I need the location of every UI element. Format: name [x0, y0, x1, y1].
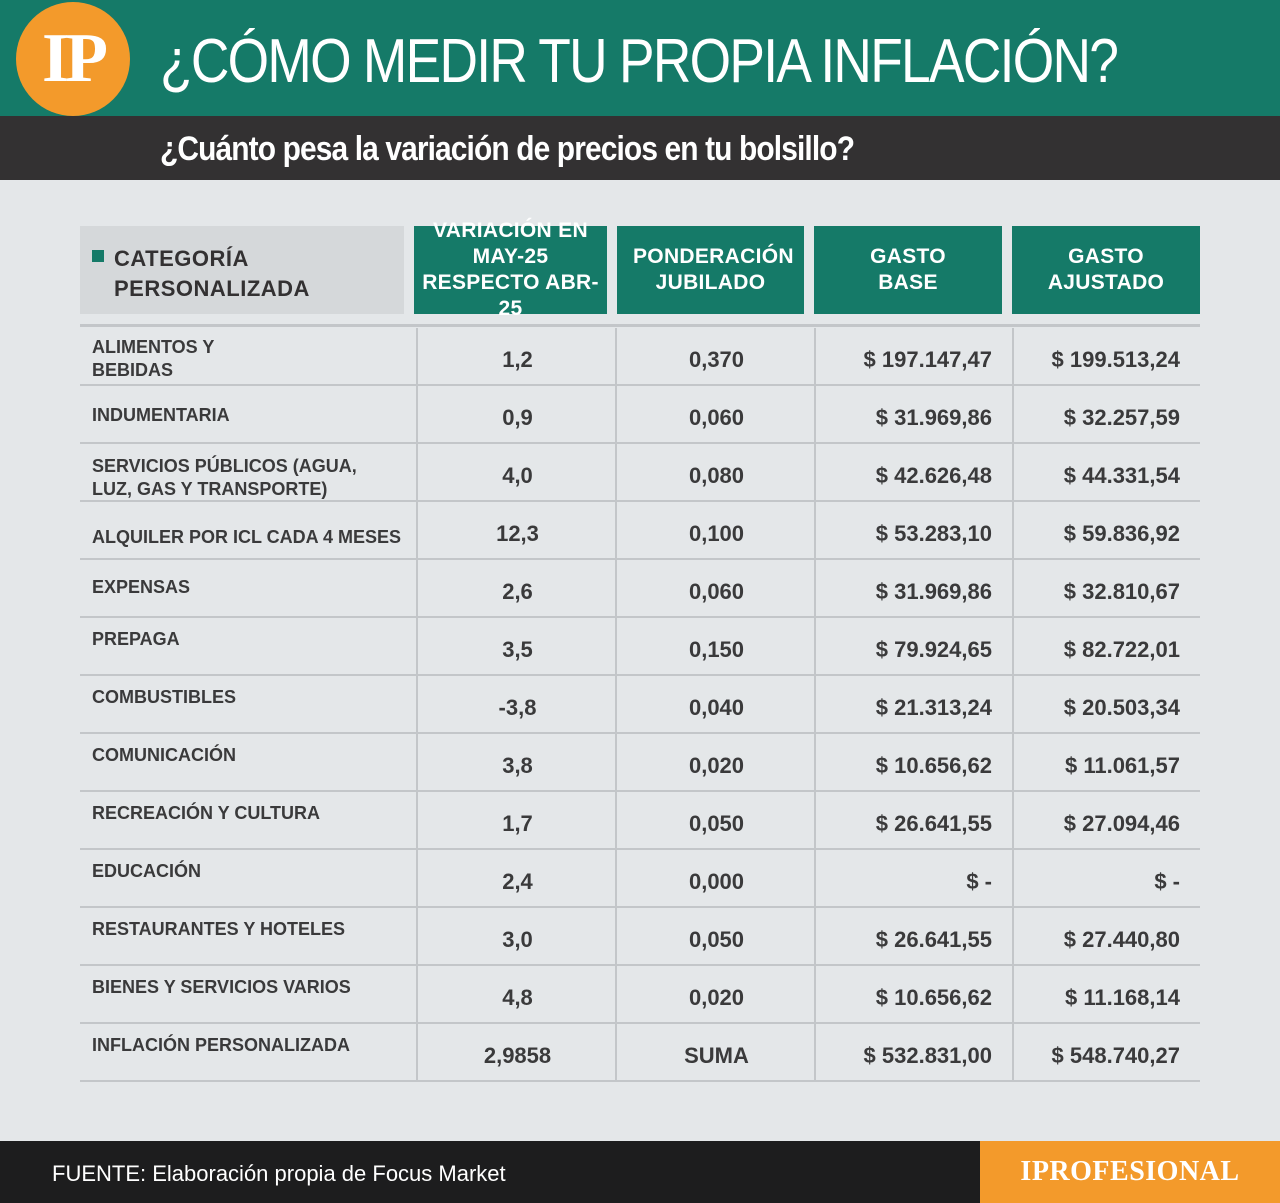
row-variation-value: 2,6: [502, 579, 533, 604]
row-variation-cell: [416, 1024, 617, 1080]
row-base-value: $ 26.641,55: [875, 927, 992, 952]
row-adjusted-cell: [1012, 502, 1200, 558]
row-base-cell: [814, 560, 1012, 616]
row-base-value: $ 31.969,86: [875, 405, 992, 430]
row-adjusted-cell: [1012, 618, 1200, 674]
column-header-base: GASTO BASE: [814, 226, 1002, 314]
subheader-bar: [0, 116, 1280, 180]
row-category: ALIMENTOS Y BEBIDAS: [92, 337, 215, 380]
square-bullet-icon: [92, 250, 104, 262]
footer-bar: [0, 1141, 1280, 1203]
row-adjusted-cell: [1012, 676, 1200, 732]
row-weight-cell: [615, 328, 816, 384]
row-variation-cell: [416, 560, 617, 616]
row-base-value: $ 79.924,65: [875, 637, 992, 662]
row-variation-value: 2,4: [502, 869, 533, 894]
row-variation-value: 2,9858: [483, 1043, 552, 1068]
row-adjusted-value: $ 11.061,57: [1064, 753, 1180, 778]
page-subtitle: ¿Cuánto pesa la variación de precios en tu bolsillo?: [160, 130, 855, 168]
row-adjusted-value: $ 27.440,80: [1063, 927, 1180, 952]
table-row: [80, 850, 1200, 908]
row-weight-value: 0,040: [688, 695, 745, 720]
row-base-cell: [814, 676, 1012, 732]
row-base-value: $ 42.626,48: [875, 463, 992, 488]
row-base-value: $ 197.147,47: [863, 347, 992, 372]
row-base-cell: [814, 618, 1012, 674]
row-adjusted-value: $ 199.513,24: [1051, 347, 1180, 372]
row-variation-cell: [416, 792, 617, 848]
column-header-category: CATEGORÍA PERSONALIZADA: [80, 226, 404, 314]
row-category: RESTAURANTES Y HOTELES: [92, 919, 346, 939]
row-category: COMUNICACIÓN: [92, 745, 236, 765]
row-weight-cell: [615, 386, 816, 442]
row-variation-value: 4,0: [502, 463, 533, 488]
row-adjusted-cell: [1012, 734, 1200, 790]
row-variation-value: 12,3: [496, 521, 539, 546]
row-variation-cell: [416, 444, 617, 500]
inflation-table: [80, 219, 1200, 1068]
row-base-value: $ 10.656,62: [875, 753, 992, 778]
row-category: EXPENSAS: [92, 577, 191, 597]
row-adjusted-value: $ 32.257,59: [1063, 405, 1180, 430]
table-row: [80, 792, 1200, 850]
row-adjusted-cell: [1012, 386, 1200, 442]
table-top-rule: [80, 324, 1200, 327]
row-weight-value: 0,100: [688, 521, 745, 546]
row-adjusted-value: $ 27.094,46: [1063, 811, 1180, 836]
row-variation-value: 4,8: [502, 985, 533, 1010]
row-weight-value: 0,060: [688, 579, 745, 604]
row-adjusted-cell: [1012, 444, 1200, 500]
row-variation-cell: [416, 502, 617, 558]
row-adjusted-cell: [1012, 328, 1200, 384]
column-header-adjusted: GASTO AJUSTADO: [1012, 226, 1200, 314]
row-category: RECREACIÓN Y CULTURA: [92, 803, 321, 823]
row-weight-value: 0,050: [688, 811, 745, 836]
row-base-value: $ 53.283,10: [875, 521, 992, 546]
row-weight-cell: [615, 502, 816, 558]
row-weight-cell: [615, 908, 816, 964]
row-weight-value: 0,080: [688, 463, 745, 488]
table-row: [80, 502, 1200, 560]
row-adjusted-cell: [1012, 1024, 1200, 1080]
row-weight-value: SUMA: [684, 1043, 749, 1068]
row-weight-value: 0,000: [688, 869, 745, 894]
row-adjusted-cell: [1012, 560, 1200, 616]
row-base-cell: [814, 850, 1012, 906]
row-weight-value: 0,150: [688, 637, 745, 662]
table-row: [80, 444, 1200, 502]
header-bar: [0, 0, 1280, 116]
row-variation-cell: [416, 966, 617, 1022]
row-variation-value: 3,5: [502, 637, 533, 662]
row-category: ALQUILER POR ICL CADA 4 MESES: [92, 527, 402, 547]
table-row: [80, 734, 1200, 792]
row-base-value: $ 26.641,55: [875, 811, 992, 836]
table-header: [80, 219, 1200, 320]
row-adjusted-value: $ 20.503,34: [1063, 695, 1180, 720]
row-variation-cell: [416, 386, 617, 442]
row-weight-value: 0,020: [688, 985, 745, 1010]
row-variation-cell: [416, 734, 617, 790]
row-weight-cell: [615, 850, 816, 906]
row-base-cell: [814, 386, 1012, 442]
row-category: EDUCACIÓN: [92, 861, 202, 881]
row-base-cell: [814, 734, 1012, 790]
row-category: INDUMENTARIA: [92, 405, 230, 425]
row-adjusted-value: $ -: [1154, 869, 1180, 894]
row-variation-cell: [416, 676, 617, 732]
row-weight-cell: [615, 734, 816, 790]
row-weight-cell: [615, 1024, 816, 1080]
row-variation-value: 1,2: [502, 347, 533, 372]
row-adjusted-value: $ 59.836,92: [1063, 521, 1180, 546]
row-adjusted-cell: [1012, 966, 1200, 1022]
row-variation-value: 3,0: [502, 927, 533, 952]
row-variation-cell: [416, 908, 617, 964]
table-row: [80, 966, 1200, 1024]
row-base-value: $ 532.831,00: [863, 1043, 992, 1068]
table-row: [80, 560, 1200, 618]
column-header-variation: VARIACIÓN EN MAY-25 RESPECTO ABR-25: [414, 226, 607, 314]
row-variation-cell: [416, 618, 617, 674]
row-adjusted-value: $ 82.722,01: [1063, 637, 1180, 662]
row-adjusted-cell: [1012, 908, 1200, 964]
row-weight-cell: [615, 676, 816, 732]
row-base-value: $ 21.313,24: [875, 695, 992, 720]
row-adjusted-cell: [1012, 792, 1200, 848]
row-variation-value: -3,8: [498, 695, 537, 720]
row-variation-value: 3,8: [502, 753, 533, 778]
row-base-cell: [814, 966, 1012, 1022]
row-base-value: $ 10.656,62: [875, 985, 992, 1010]
row-base-cell: [814, 444, 1012, 500]
source-note: FUENTE: Elaboración propia de Focus Market: [52, 1161, 506, 1186]
row-variation-value: 1,7: [502, 811, 533, 836]
row-category: COMBUSTIBLES: [92, 687, 236, 707]
row-base-cell: [814, 792, 1012, 848]
row-base-cell: [814, 1024, 1012, 1080]
row-base-value: $ 31.969,86: [875, 579, 992, 604]
table-row: [80, 386, 1200, 444]
row-weight-value: 0,060: [688, 405, 745, 430]
row-weight-cell: [615, 966, 816, 1022]
row-weight-cell: [615, 560, 816, 616]
column-header-weight: PONDERACIÓN JUBILADO: [617, 226, 804, 314]
iprofesional-logo: IPROFESIONAL: [980, 1141, 1280, 1203]
table-row: [80, 618, 1200, 676]
row-adjusted-cell: [1012, 850, 1200, 906]
row-base-cell: [814, 502, 1012, 558]
row-variation-cell: [416, 850, 617, 906]
row-adjusted-value: $ 44.331,54: [1063, 463, 1180, 488]
table-row: [80, 1024, 1200, 1082]
row-weight-cell: [615, 444, 816, 500]
row-variation-cell: [416, 328, 617, 384]
row-adjusted-value: $ 11.168,14: [1064, 985, 1180, 1010]
row-weight-cell: [615, 792, 816, 848]
row-base-cell: [814, 328, 1012, 384]
table-row: [80, 676, 1200, 734]
row-base-value: $ -: [966, 869, 992, 894]
ip-logo: IP: [16, 2, 130, 116]
row-weight-cell: [615, 618, 816, 674]
row-weight-value: 0,370: [688, 347, 745, 372]
table-row: [80, 328, 1200, 386]
page-title: ¿CÓMO MEDIR TU PROPIA INFLACIÓN?: [160, 27, 1118, 96]
row-weight-value: 0,020: [688, 753, 745, 778]
row-category: PREPAGA: [92, 629, 180, 649]
row-weight-value: 0,050: [688, 927, 745, 952]
table-row: [80, 908, 1200, 966]
row-category: INFLACIÓN PERSONALIZADA: [92, 1035, 350, 1055]
row-adjusted-value: $ 32.810,67: [1063, 579, 1180, 604]
row-adjusted-value: $ 548.740,27: [1051, 1043, 1180, 1068]
row-variation-value: 0,9: [502, 405, 533, 430]
row-category: BIENES Y SERVICIOS VARIOS: [92, 977, 351, 997]
row-category: SERVICIOS PÚBLICOS (AGUA, LUZ, GAS Y TRANSPORTE): [92, 456, 357, 499]
row-base-cell: [814, 908, 1012, 964]
